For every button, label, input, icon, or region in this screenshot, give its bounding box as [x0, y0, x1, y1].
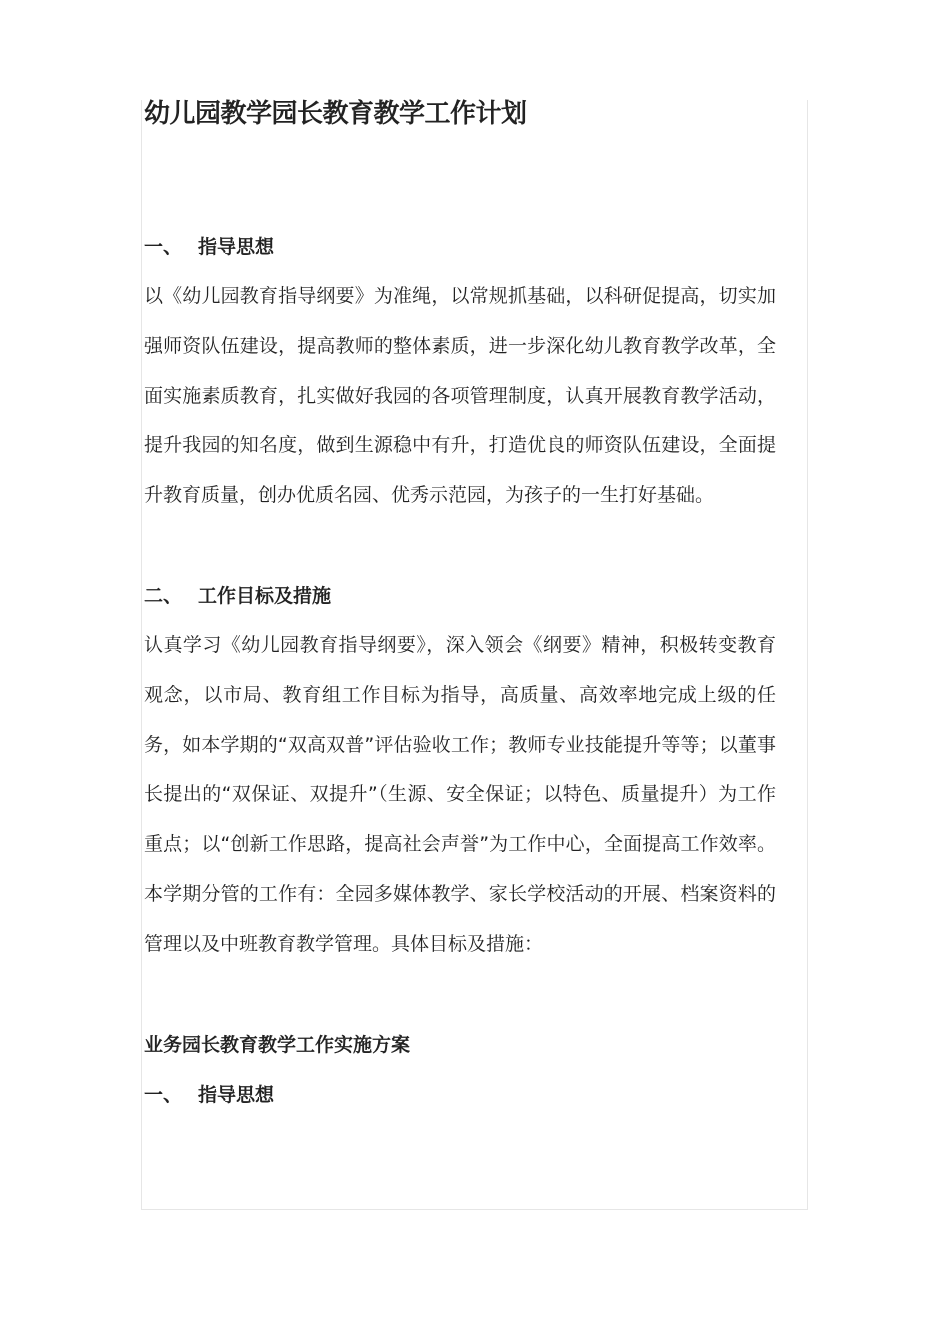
section-number: 一、 [144, 1083, 183, 1106]
section-heading-text: 指导思想 [198, 236, 275, 258]
section-number: 一、 [144, 236, 183, 258]
section-paragraph: 以《幼儿园教育指导纲要》为准绳，以常规抓基础，以科研促提高，切实加强师资队伍建设，提高教师的整体素质，进一步深化幼儿教育教学改革，全面实施素质教育，扎实做好我园的各项管理制度，认真开展教育教学活动，提升我园的知名度，做到生源稳中有升，打造优良的师资队伍建设，全面提升教育质量，创办优质名园、优秀示范园，为孩子的一生打好基础。 [144, 285, 776, 507]
section-heading-guiding-thought-2 [144, 1070, 776, 1120]
section-heading-guiding-thought [144, 222, 776, 272]
subtitle-implementation-plan: 业务园长教育教学工作实施方案 [144, 1033, 411, 1056]
section-heading-text: 工作目标及措施 [198, 584, 332, 607]
section-number: 二、 [144, 584, 183, 607]
section-heading-goals-measures [144, 571, 776, 621]
document-title: 幼儿园教学园长教育教学工作计划 [144, 99, 527, 129]
section-heading-text: 指导思想 [198, 1083, 275, 1106]
document-content [144, 96, 776, 1120]
section-paragraph: 认真学习《幼儿园教育指导纲要》，深入领会《纲要》精神，积极转变教育观念，以市局、教育组工作目标为指导，高质量、高效率地完成上级的任务，如本学期的“双高双普”评估验收工作；教师专业技能提升等等；以董事长提出的“双保证、双提升”（生源、安全保证；以特色、质量提升）为工作重点；以“创新工作思路，提高社会声誉”为工作中心，全面提高工作效率。本学期分管的工作有：全园多媒体教学、家长学校活动的开展、档案资料的管理以及中班教育教学管理。具体目标及措施： [144, 633, 776, 955]
